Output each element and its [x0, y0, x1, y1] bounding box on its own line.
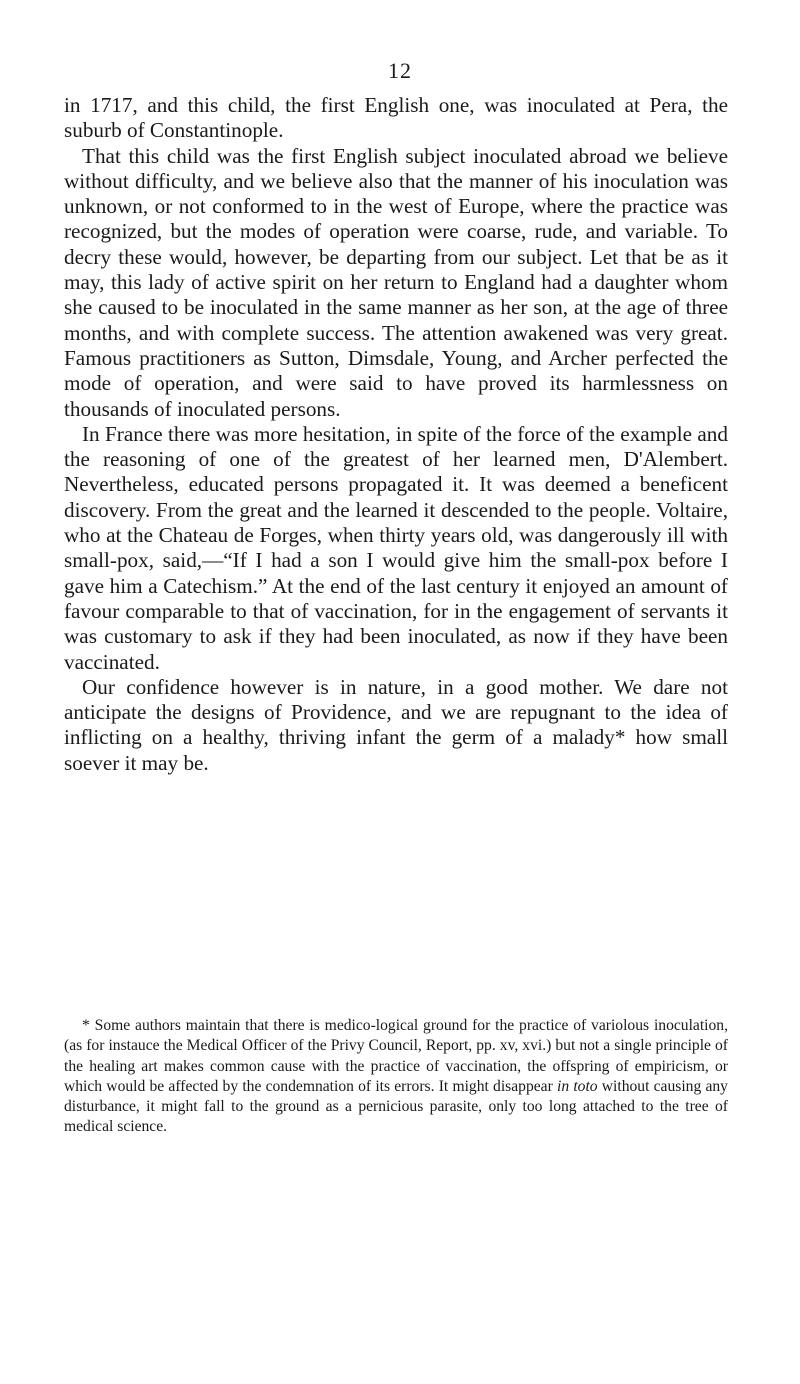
paragraph-3: In France there was more hesitation, in spite of the force of the example and the reasoning of one of the greatest of her learned men, D'Alembert. Nevertheless, educated persons propagated it. It was deemed a beneficent discovery. From the great and the learned it descended to the people. Voltaire, who at the Chateau de Forges, when thirty years old, was dangerously ill with small-pox, said,—“If I had a son I would give him the small-pox before I gave him a Catechism.” At the end of the last century it enjoyed an amount of favour comparable to that of vaccination, for in the engagement of servants it was customary to ask if they had been inoculated, as now if they have been vaccinated.	[64, 421, 728, 674]
footnote-italic-phrase: in toto	[556, 1077, 598, 1095]
page-number: 12	[388, 58, 412, 83]
footnote-paragraph	[64, 1016, 728, 1138]
footnote	[64, 1016, 728, 1138]
body-text	[64, 93, 728, 776]
paragraph-1: in 1717, and this child, the first English one, was inoculated at Pera, the suburb of Constantinople.	[64, 93, 728, 143]
footnote-text-start: * Some authors maintain that there is medico-logical ground for the practice of variolous inoculation, (as for instauce the Medical Officer of the Privy Council, Report, pp. xv, xvi.) but not a single principle of the healing art makes common cause with the practice of vaccination, the offspring of empiricism, or which would be affected by the condemnation of its errors. It might disappear	[64, 1017, 728, 1095]
paragraph-2: That this child was the first English subject inoculated abroad we believe without difficulty, and we believe also that the manner of his inoculation was unknown, or not conformed to in the west of Europe, where the practice was recognized, but the modes of operation were coarse, rude, and variable. To decry these would, however, be departing from our subject. Let that be as it may, this lady of active spirit on her return to England had a daughter whom she caused to be inoculated in the same manner as her son, at the age of three months, and with complete success. The attention awakened was very great. Famous practitioners as Sutton, Dimsdale, Young, and Archer perfected the mode of operation, and were said to have proved its harmlessness on thousands of inoculated persons.	[64, 143, 728, 421]
footnote-text-end: without causing any disturbance, it might fall to the ground as a pernicious parasite, only too long attached to the tree of medical science.	[64, 1077, 728, 1136]
paragraph-4: Our confidence however is in nature, in a good mother. We dare not anticipate the designs of Providence, and we are repugnant to the idea of inflicting on a healthy, thriving infant the germ of a malady* how small soever it may be.	[64, 674, 728, 775]
